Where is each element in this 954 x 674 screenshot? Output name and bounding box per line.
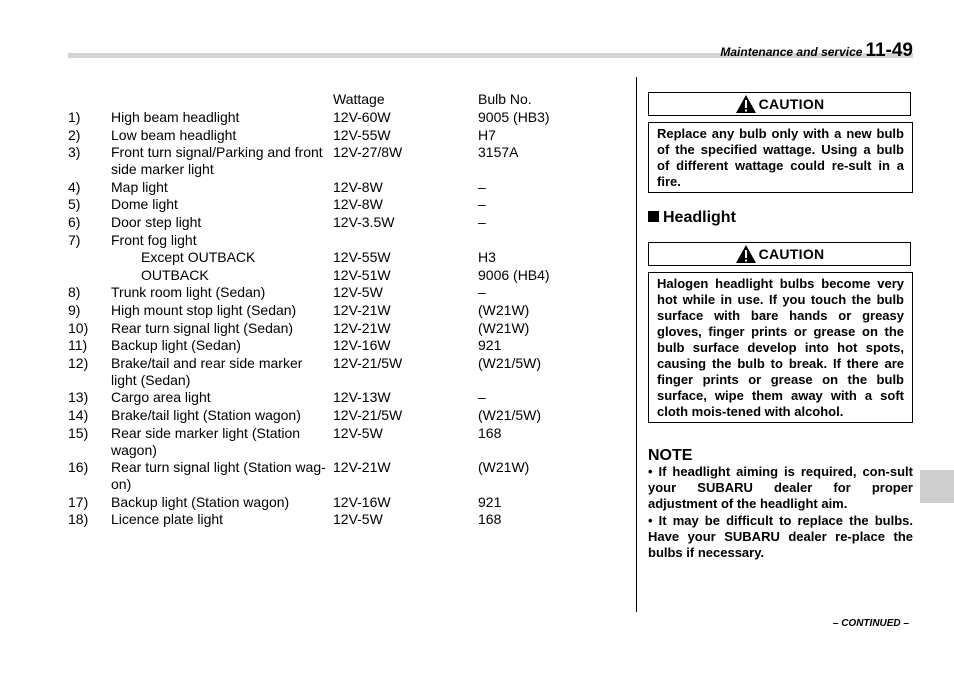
bulb-location: Licence plate light bbox=[111, 511, 224, 528]
bulb-number: 3157A bbox=[478, 144, 519, 161]
section-title: Maintenance and service bbox=[720, 45, 863, 59]
wattage-value: 12V-21W bbox=[333, 301, 391, 318]
bulb-location: High beam headlight bbox=[111, 109, 240, 125]
row-number: 8) bbox=[68, 284, 81, 301]
caution-label: CAUTION bbox=[758, 246, 825, 262]
note-title: NOTE bbox=[648, 447, 693, 464]
table-row bbox=[68, 459, 628, 493]
bulb-number: 9006 (HB4) bbox=[478, 266, 550, 283]
bulb-location: Rear turn signal light (Station wag-on) bbox=[111, 459, 326, 493]
bulb-number: 168 bbox=[478, 511, 502, 528]
row-number: 13) bbox=[68, 389, 89, 406]
wattage-value: 12V-21/5W bbox=[333, 406, 403, 423]
wattage-value: 12V-5W bbox=[333, 284, 383, 301]
bulb-number: – bbox=[478, 196, 486, 213]
row-number: 12) bbox=[68, 354, 89, 371]
bulb-number: 921 bbox=[478, 493, 502, 510]
table-row bbox=[68, 337, 628, 354]
bulb-location: Trunk room light (Sedan) bbox=[111, 284, 266, 301]
table-row bbox=[68, 249, 628, 266]
continued-label: – CONTINUED – bbox=[832, 618, 909, 629]
table-row bbox=[68, 127, 628, 144]
headlight-title: Headlight bbox=[663, 209, 736, 226]
bulb-location: High mount stop light (Sedan) bbox=[111, 301, 297, 318]
bulb-number: 921 bbox=[478, 337, 502, 354]
bulb-number: (W21W) bbox=[478, 459, 530, 476]
row-number: 6) bbox=[68, 213, 81, 230]
bulb-table bbox=[68, 91, 628, 529]
page-header bbox=[720, 40, 913, 62]
bulb-location: OUTBACK bbox=[141, 266, 209, 283]
table-row bbox=[68, 389, 628, 406]
caution-banner bbox=[648, 92, 911, 116]
bulb-location: Door step light bbox=[111, 213, 202, 230]
bulb-location: Front fog light bbox=[111, 231, 197, 248]
bulb-number: (W21W) bbox=[478, 319, 530, 336]
headlight-heading bbox=[648, 209, 736, 227]
row-number: 1) bbox=[68, 109, 81, 125]
row-number: 10) bbox=[68, 319, 89, 336]
table-row bbox=[68, 494, 628, 511]
table-row bbox=[68, 232, 628, 249]
bulb-number: (W21W) bbox=[478, 301, 530, 318]
wattage-value: 12V-60W bbox=[333, 109, 391, 125]
table-row bbox=[68, 214, 628, 231]
warning-triangle-icon bbox=[735, 244, 757, 264]
table-row bbox=[68, 355, 628, 389]
caution-text: Replace any bulb only with a new bulb of the specified wattage. Using a bulb of different wattage could re-sult in a fire. bbox=[657, 126, 904, 189]
bulb-number: 9005 (HB3) bbox=[478, 109, 550, 125]
square-bullet-icon bbox=[648, 211, 659, 222]
bulb-number: 168 bbox=[478, 424, 502, 441]
bulb-number: H7 bbox=[478, 126, 496, 143]
wattage-value: 12V-55W bbox=[333, 126, 391, 143]
table-row bbox=[68, 302, 628, 319]
row-number: 2) bbox=[68, 126, 81, 143]
wattage-value: 12V-3.5W bbox=[333, 213, 395, 230]
bulb-location: Backup light (Sedan) bbox=[111, 337, 241, 354]
table-row bbox=[68, 179, 628, 196]
row-number: 3) bbox=[68, 144, 81, 161]
row-number: 7) bbox=[68, 231, 81, 248]
row-number: 9) bbox=[68, 301, 81, 318]
table-row bbox=[68, 109, 628, 126]
caution-text-box-headlight bbox=[648, 272, 913, 423]
table-body bbox=[68, 109, 628, 528]
bulb-number: (W21/5W) bbox=[478, 406, 541, 423]
bulb-location: Cargo area light bbox=[111, 389, 211, 406]
wattage-value: 12V-8W bbox=[333, 178, 383, 195]
page-number: 11-49 bbox=[865, 40, 913, 61]
caution-text: Halogen headlight bulbs become very hot while in use. If you touch the bulb surface with bare hands or greasy gloves, finger prints or grease on the bulb surface develop into hot spots, causing the bulb to break. If there are finger prints or grease on the bulb surface, wipe them away with a soft cloth mois-tened with alcohol. bbox=[657, 276, 904, 419]
wattage-value: 12V-51W bbox=[333, 266, 391, 283]
wattage-value: 12V-16W bbox=[333, 337, 391, 354]
wattage-value: 12V-21/5W bbox=[333, 354, 403, 371]
column-divider bbox=[636, 77, 637, 612]
bulb-location: Backup light (Station wagon) bbox=[111, 493, 290, 510]
bulb-header: Bulb No. bbox=[478, 91, 532, 107]
bulb-location: Except OUTBACK bbox=[141, 249, 256, 266]
bulb-number: – bbox=[478, 284, 486, 301]
bulb-location: Rear side marker light (Station wagon) bbox=[111, 424, 301, 458]
bulb-location: Rear turn signal light (Sedan) bbox=[111, 319, 294, 336]
bulb-location: Low beam headlight bbox=[111, 126, 237, 143]
bulb-number: – bbox=[478, 389, 486, 406]
bulb-number: – bbox=[478, 213, 486, 230]
table-row bbox=[68, 144, 628, 178]
note-item: • If headlight aiming is required, con-sult your SUBARU dealer for proper adjustment of the headlight aim. bbox=[648, 464, 913, 511]
wattage-value: 12V-5W bbox=[333, 424, 383, 441]
bulb-location: Brake/tail and rear side marker light (Sedan) bbox=[111, 354, 303, 388]
bulb-number: – bbox=[478, 178, 486, 195]
wattage-value: 12V-8W bbox=[333, 196, 383, 213]
wattage-value: 12V-27/8W bbox=[333, 144, 403, 161]
bulb-number: H3 bbox=[478, 249, 496, 266]
wattage-value: 12V-16W bbox=[333, 493, 391, 510]
bulb-location: Front turn signal/Parking and front side marker light bbox=[111, 144, 323, 178]
wattage-value: 12V-21W bbox=[333, 319, 391, 336]
row-number: 11) bbox=[68, 337, 88, 354]
row-number: 5) bbox=[68, 196, 81, 213]
table-row bbox=[68, 320, 628, 337]
bulb-location: Brake/tail light (Station wagon) bbox=[111, 406, 301, 423]
warning-triangle-icon bbox=[735, 94, 757, 114]
bulb-location: Map light bbox=[111, 178, 168, 195]
caution-banner-headlight bbox=[648, 242, 911, 266]
row-number: 4) bbox=[68, 178, 81, 195]
wattage-value: 12V-21W bbox=[333, 459, 391, 476]
wattage-value: 12V-13W bbox=[333, 389, 391, 406]
section-tab bbox=[920, 470, 954, 503]
table-row bbox=[68, 425, 628, 459]
bulb-location: Dome light bbox=[111, 196, 178, 213]
wattage-value: 12V-5W bbox=[333, 511, 383, 528]
table-row bbox=[68, 407, 628, 424]
table-row bbox=[68, 196, 628, 213]
table-header bbox=[68, 91, 628, 109]
wattage-value: 12V-55W bbox=[333, 249, 391, 266]
table-row bbox=[68, 284, 628, 301]
row-number: 16) bbox=[68, 459, 89, 476]
bulb-number: (W21/5W) bbox=[478, 354, 541, 371]
caution-text-box bbox=[648, 122, 913, 193]
table-row bbox=[68, 267, 628, 284]
row-number: 18) bbox=[68, 511, 89, 528]
wattage-header: Wattage bbox=[333, 91, 385, 107]
caution-label: CAUTION bbox=[758, 96, 825, 112]
row-number: 15) bbox=[68, 424, 89, 441]
row-number: 14) bbox=[68, 406, 89, 423]
row-number: 17) bbox=[68, 493, 89, 510]
note-item: • It may be difficult to replace the bulbs. Have your SUBARU dealer re-place the bulbs if necessary. bbox=[648, 513, 913, 560]
table-row bbox=[68, 511, 628, 528]
